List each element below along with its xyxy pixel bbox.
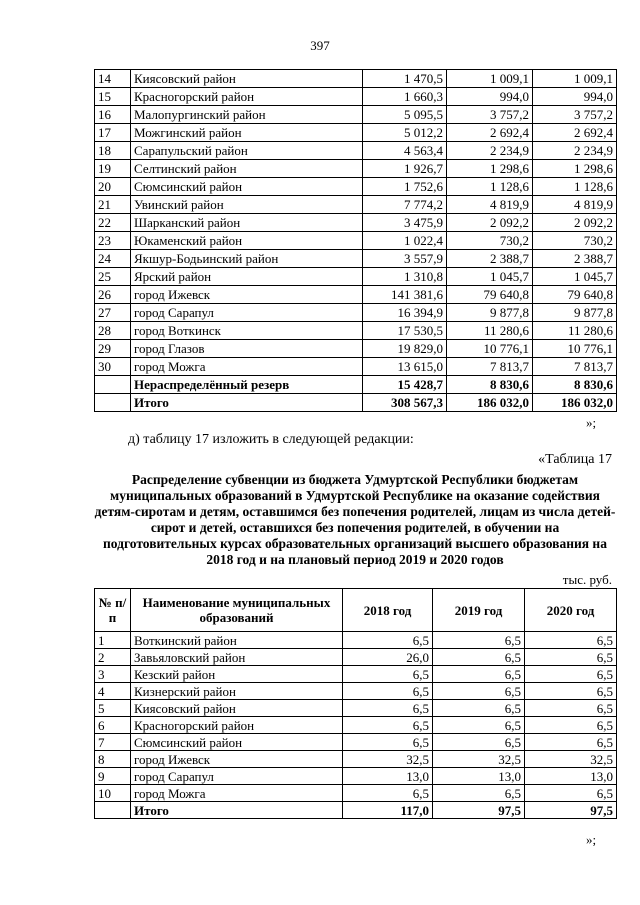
row-number: 21 xyxy=(95,196,131,214)
municipality-name: Кезский район xyxy=(131,666,343,683)
table-row xyxy=(95,106,617,124)
municipality-name: Сарапульский район xyxy=(131,142,363,160)
municipality-name: Киясовский район xyxy=(131,70,363,88)
row-number: 24 xyxy=(95,250,131,268)
value-2018: 15 428,7 xyxy=(363,376,447,394)
value-2020: 10 776,1 xyxy=(533,340,617,358)
value-2020: 32,5 xyxy=(525,751,617,768)
value-2020: 1 009,1 xyxy=(533,70,617,88)
value-2020: 2 234,9 xyxy=(533,142,617,160)
table-row xyxy=(95,250,617,268)
page-number: 397 xyxy=(310,38,330,53)
municipality-name: город Ижевск xyxy=(131,286,363,304)
municipality-name: Ярский район xyxy=(131,268,363,286)
value-2020: 7 813,7 xyxy=(533,358,617,376)
table-row xyxy=(95,304,617,322)
row-number: 4 xyxy=(95,683,131,700)
value-2018: 32,5 xyxy=(343,751,433,768)
value-2019: 32,5 xyxy=(433,751,525,768)
table-label: «Таблица 17 xyxy=(538,452,612,467)
value-2018: 7 774,2 xyxy=(363,196,447,214)
table-heading: Распределение субвенции из бюджета Удмуртской Республики бюджетам муниципальных образований в Удмуртской Республике на оказание содействия детям-сиротам и детям, оставшимся без попечения родителей, лицам из числа детей-сирот и детей, оставшихся без попечения родителей, в обучении на подготовительных курсах образовательных организаций высшего образования на 2018 год и на плановый период 2019 и 2020 годов xyxy=(94,472,616,567)
municipality-name: Кизнерский район xyxy=(131,683,343,700)
table-row xyxy=(95,632,617,649)
municipality-name: город Сарапул xyxy=(131,304,363,322)
units-label: тыс. руб. xyxy=(562,572,612,587)
row-number: 2 xyxy=(95,649,131,666)
value-2020: 1 045,7 xyxy=(533,268,617,286)
value-2018: 17 530,5 xyxy=(363,322,447,340)
row-number: 23 xyxy=(95,232,131,250)
value-2019: 994,0 xyxy=(447,88,533,106)
row-number: 8 xyxy=(95,751,131,768)
value-2018: 141 381,6 xyxy=(363,286,447,304)
table-row xyxy=(95,700,617,717)
table-row xyxy=(95,70,617,88)
value-2018: 6,5 xyxy=(343,717,433,734)
row-number: 22 xyxy=(95,214,131,232)
value-2018: 6,5 xyxy=(343,700,433,717)
table-row xyxy=(95,751,617,768)
value-2019: 4 819,9 xyxy=(447,196,533,214)
instruction-text: д) таблицу 17 изложить в следующей редакции: xyxy=(128,432,414,447)
row-number: 25 xyxy=(95,268,131,286)
value-2020: 6,5 xyxy=(525,785,617,802)
value-2020: 6,5 xyxy=(525,632,617,649)
value-2020: 730,2 xyxy=(533,232,617,250)
municipality-name: Завьяловский район xyxy=(131,649,343,666)
value-2020: 6,5 xyxy=(525,700,617,717)
value-2018: 6,5 xyxy=(343,666,433,683)
value-2019: 7 813,7 xyxy=(447,358,533,376)
value-2018: 26,0 xyxy=(343,649,433,666)
municipality-name: Нераспределённый резерв xyxy=(131,376,363,394)
row-number-empty xyxy=(95,376,131,394)
value-2019: 6,5 xyxy=(433,700,525,717)
value-2019: 730,2 xyxy=(447,232,533,250)
table-row xyxy=(95,358,617,376)
municipality-name: город Можга xyxy=(131,358,363,376)
municipality-name: Итого xyxy=(131,394,363,412)
value-2019: 3 757,2 xyxy=(447,106,533,124)
municipality-name: Малопургинский район xyxy=(131,106,363,124)
municipality-name: Киясовский район xyxy=(131,700,343,717)
value-2020: 4 819,9 xyxy=(533,196,617,214)
row-number: 7 xyxy=(95,734,131,751)
value-2020: 6,5 xyxy=(525,734,617,751)
row-number: 15 xyxy=(95,88,131,106)
table-row xyxy=(95,717,617,734)
header-number: № п/п xyxy=(95,589,131,632)
value-2019: 2 692,4 xyxy=(447,124,533,142)
header-2019: 2019 год xyxy=(433,589,525,632)
value-2018: 1 752,6 xyxy=(363,178,447,196)
value-2020: 2 092,2 xyxy=(533,214,617,232)
value-2018: 117,0 xyxy=(343,802,433,819)
municipality-name: Красногорский район xyxy=(131,88,363,106)
row-number: 17 xyxy=(95,124,131,142)
value-2018: 6,5 xyxy=(343,734,433,751)
table-row xyxy=(95,88,617,106)
value-2019: 8 830,6 xyxy=(447,376,533,394)
municipality-name: Увинский район xyxy=(131,196,363,214)
value-2018: 1 310,8 xyxy=(363,268,447,286)
value-2020: 2 692,4 xyxy=(533,124,617,142)
row-number: 16 xyxy=(95,106,131,124)
row-number: 29 xyxy=(95,340,131,358)
row-number-empty xyxy=(95,802,131,819)
value-2019: 6,5 xyxy=(433,734,525,751)
value-2018: 5 012,2 xyxy=(363,124,447,142)
value-2018: 1 470,5 xyxy=(363,70,447,88)
value-2020: 97,5 xyxy=(525,802,617,819)
value-2020: 1 298,6 xyxy=(533,160,617,178)
value-2018: 13 615,0 xyxy=(363,358,447,376)
value-2019: 6,5 xyxy=(433,666,525,683)
value-2018: 16 394,9 xyxy=(363,304,447,322)
value-2020: 3 757,2 xyxy=(533,106,617,124)
header-2018: 2018 год xyxy=(343,589,433,632)
value-2018: 19 829,0 xyxy=(363,340,447,358)
table-header-row xyxy=(95,589,617,632)
value-2019: 6,5 xyxy=(433,717,525,734)
row-number-empty xyxy=(95,394,131,412)
row-number: 5 xyxy=(95,700,131,717)
municipality-name: Красногорский район xyxy=(131,717,343,734)
table-row xyxy=(95,322,617,340)
value-2020: 11 280,6 xyxy=(533,322,617,340)
value-2020: 6,5 xyxy=(525,666,617,683)
total-row xyxy=(95,394,617,412)
municipality-name: город Глазов xyxy=(131,340,363,358)
table-row xyxy=(95,268,617,286)
total-row xyxy=(95,802,617,819)
municipality-name: Сюмсинский район xyxy=(131,734,343,751)
table-row xyxy=(95,734,617,751)
value-2018: 6,5 xyxy=(343,785,433,802)
row-number: 30 xyxy=(95,358,131,376)
value-2020: 79 640,8 xyxy=(533,286,617,304)
table-row xyxy=(95,340,617,358)
municipality-name: Итого xyxy=(131,802,343,819)
row-number: 14 xyxy=(95,70,131,88)
value-2020: 13,0 xyxy=(525,768,617,785)
value-2020: 6,5 xyxy=(525,683,617,700)
value-2019: 2 388,7 xyxy=(447,250,533,268)
value-2019: 6,5 xyxy=(433,649,525,666)
row-number: 10 xyxy=(95,785,131,802)
municipality-name: Сюмсинский район xyxy=(131,178,363,196)
municipality-name: Юкаменский район xyxy=(131,232,363,250)
table-row xyxy=(95,768,617,785)
value-2018: 13,0 xyxy=(343,768,433,785)
value-2020: 6,5 xyxy=(525,717,617,734)
value-2019: 6,5 xyxy=(433,632,525,649)
table1-closing-mark: »; xyxy=(586,415,597,430)
reserve-row xyxy=(95,376,617,394)
row-number: 6 xyxy=(95,717,131,734)
value-2019: 2 092,2 xyxy=(447,214,533,232)
table-17 xyxy=(94,588,617,819)
table-row xyxy=(95,178,617,196)
row-number: 3 xyxy=(95,666,131,683)
value-2018: 308 567,3 xyxy=(363,394,447,412)
table-row xyxy=(95,214,617,232)
table2-closing-mark: »; xyxy=(586,832,597,847)
municipality-name: Якшур-Бодьинский район xyxy=(131,250,363,268)
header-name: Наименование муниципальных образований xyxy=(131,589,343,632)
row-number: 1 xyxy=(95,632,131,649)
value-2019: 6,5 xyxy=(433,785,525,802)
table-row xyxy=(95,142,617,160)
table-row xyxy=(95,160,617,178)
value-2019: 1 128,6 xyxy=(447,178,533,196)
table-row xyxy=(95,683,617,700)
row-number: 28 xyxy=(95,322,131,340)
value-2018: 6,5 xyxy=(343,683,433,700)
value-2020: 8 830,6 xyxy=(533,376,617,394)
value-2018: 1 926,7 xyxy=(363,160,447,178)
row-number: 18 xyxy=(95,142,131,160)
value-2019: 10 776,1 xyxy=(447,340,533,358)
municipality-name: Селтинский район xyxy=(131,160,363,178)
value-2019: 13,0 xyxy=(433,768,525,785)
value-2018: 1 660,3 xyxy=(363,88,447,106)
value-2019: 11 280,6 xyxy=(447,322,533,340)
value-2020: 6,5 xyxy=(525,649,617,666)
value-2018: 1 022,4 xyxy=(363,232,447,250)
row-number: 26 xyxy=(95,286,131,304)
value-2019: 1 009,1 xyxy=(447,70,533,88)
value-2018: 4 563,4 xyxy=(363,142,447,160)
value-2019: 6,5 xyxy=(433,683,525,700)
municipality-name: Можгинский район xyxy=(131,124,363,142)
table-row xyxy=(95,286,617,304)
value-2019: 79 640,8 xyxy=(447,286,533,304)
municipality-name: город Сарапул xyxy=(131,768,343,785)
municipality-name: город Можга xyxy=(131,785,343,802)
value-2018: 6,5 xyxy=(343,632,433,649)
value-2019: 9 877,8 xyxy=(447,304,533,322)
value-2020: 2 388,7 xyxy=(533,250,617,268)
value-2019: 186 032,0 xyxy=(447,394,533,412)
table-row xyxy=(95,124,617,142)
municipality-name: Воткинский район xyxy=(131,632,343,649)
row-number: 19 xyxy=(95,160,131,178)
value-2019: 97,5 xyxy=(433,802,525,819)
table-row xyxy=(95,649,617,666)
table-row xyxy=(95,785,617,802)
value-2020: 186 032,0 xyxy=(533,394,617,412)
table-row xyxy=(95,666,617,683)
municipality-name: город Ижевск xyxy=(131,751,343,768)
value-2019: 1 045,7 xyxy=(447,268,533,286)
row-number: 20 xyxy=(95,178,131,196)
value-2020: 994,0 xyxy=(533,88,617,106)
value-2018: 3 557,9 xyxy=(363,250,447,268)
row-number: 9 xyxy=(95,768,131,785)
header-2020: 2020 год xyxy=(525,589,617,632)
value-2019: 2 234,9 xyxy=(447,142,533,160)
value-2020: 1 128,6 xyxy=(533,178,617,196)
value-2020: 9 877,8 xyxy=(533,304,617,322)
value-2018: 3 475,9 xyxy=(363,214,447,232)
table-row xyxy=(95,196,617,214)
municipality-name: город Воткинск xyxy=(131,322,363,340)
value-2018: 5 095,5 xyxy=(363,106,447,124)
table-subsidies-continued xyxy=(94,69,617,412)
row-number: 27 xyxy=(95,304,131,322)
value-2019: 1 298,6 xyxy=(447,160,533,178)
municipality-name: Шарканский район xyxy=(131,214,363,232)
table-row xyxy=(95,232,617,250)
